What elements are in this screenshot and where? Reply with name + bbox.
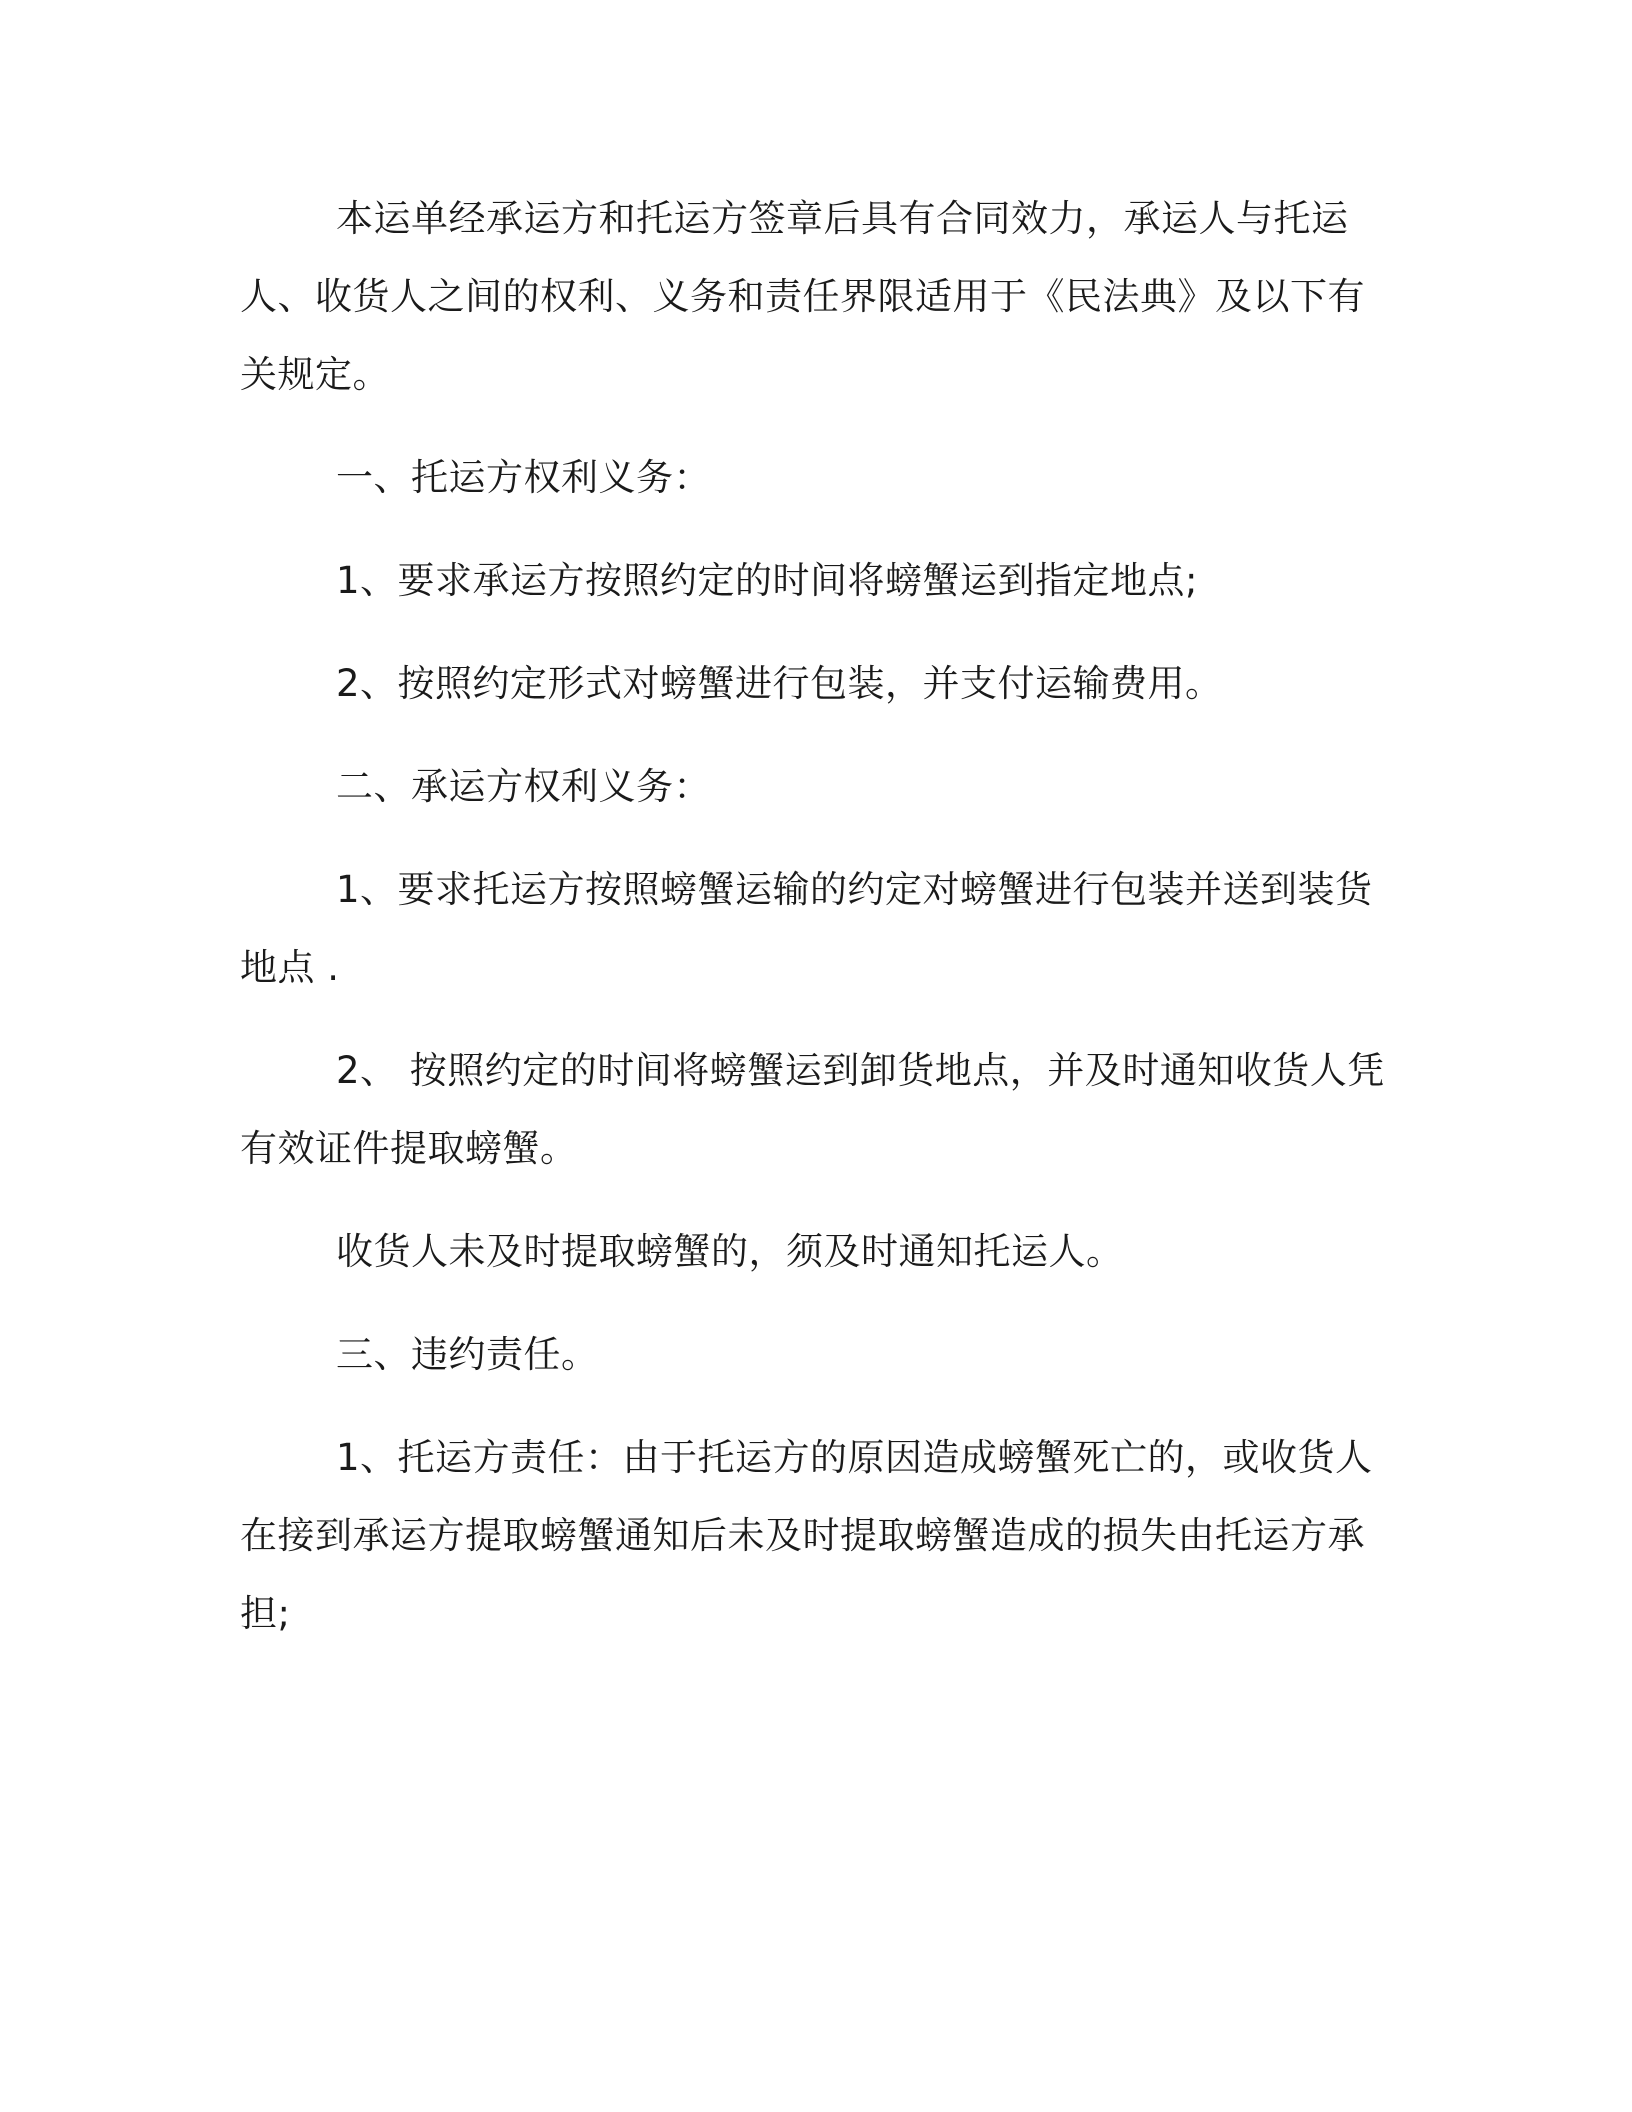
carrier-item-2: 2、 按照约定的时间将螃蟹运到卸货地点，并及时通知收货人凭有效证件提取螃蟹。 — [240, 1049, 1385, 1170]
section-heading-liability: 三、违约责任。 — [336, 1333, 599, 1376]
section-heading-carrier: 二、承运方权利义务： — [336, 765, 711, 808]
carrier-note: 收货人未及时提取螃蟹的，须及时通知托运人。 — [336, 1230, 1124, 1273]
consignor-item-2: 2、按照约定形式对螃蟹进行包装，并支付运输费用。 — [336, 662, 1223, 705]
consignor-item-1: 1、要求承运方按照约定的时间将螃蟹运到指定地点; — [336, 559, 1199, 602]
carrier-item-1: 1、要求托运方按照螃蟹运输的约定对螃蟹进行包装并送到装货地点 . — [240, 868, 1373, 989]
document-body — [240, 180, 1390, 1653]
intro-paragraph: 本运单经承运方和托运方签章后具有合同效力，承运人与托运人、收货人之间的权利、义务和责任界限适用于《民法典》及以下有关规定。 — [240, 197, 1365, 396]
liability-item-1: 1、托运方责任：由于托运方的原因造成螃蟹死亡的，或收货人在接到承运方提取螃蟹通知后未及时提取螃蟹造成的损失由托运方承担; — [240, 1436, 1373, 1635]
section-heading-consignor: 一、托运方权利义务： — [336, 456, 711, 499]
